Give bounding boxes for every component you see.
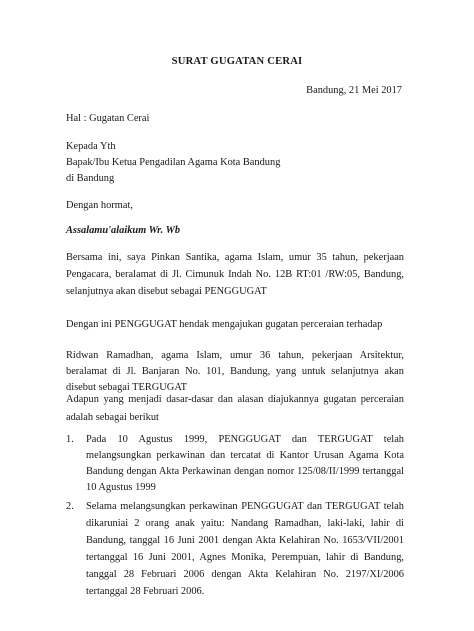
letter-subject: Hal : Gugatan Cerai <box>66 113 150 124</box>
list-item <box>66 498 404 600</box>
grounds-list <box>66 432 404 602</box>
defendant-paragraph: Ridwan Ramadhan, agama Islam, umur 36 tahun, pekerjaan Arsitektur, beralamat di Jl. Banjaran No. 101, Bandung, yang untuk selanjutnya akan disebut sebagai TERGUGAT <box>66 350 404 393</box>
list-item <box>66 432 404 496</box>
recipient-line-1: Kepada Yth <box>66 141 116 152</box>
recipient-line-2: Bapak/Ibu Ketua Pengadilan Agama Kota Bandung <box>66 157 281 168</box>
intent-paragraph: Dengan ini PENGGUGAT hendak mengajukan gugatan perceraian terhadap <box>66 319 383 330</box>
plaintiff-paragraph: Bersama ini, saya Pinkan Santika, agama Islam, umur 35 tahun, pekerjaan Pengacara, beralamat di Jl. Cimunuk Indah No. 12B RT:01 /RW:05, Bandung, selanjutnya akan disebut sebagai PENGGUGAT <box>66 252 404 297</box>
salutation: Dengan hormat, <box>66 200 133 211</box>
recipient-block <box>66 140 404 185</box>
letter-date: Bandung, 21 Mei 2017 <box>306 85 402 96</box>
list-item-text: Pada 10 Agustus 1999, PENGGUGAT dan TERGUGAT telah melangsungkan perkawinan dan tercatat di Kantor Urusan Agama Kota Bandung dengan Akta Perkawinan dengan nomor 125/08/II/1999 tertanggal 10 Agustus 1999 <box>86 434 404 493</box>
letter-title: SURAT GUGATAN CERAI <box>171 56 303 67</box>
recipient-line-3: di Bandung <box>66 173 115 184</box>
greeting: Assalamu'alaikum Wr. Wb <box>66 225 181 236</box>
list-item-number: 2. <box>66 501 74 512</box>
grounds-intro: Adapun yang menjadi dasar-dasar dan alasan diajukannya gugatan perceraian adalah sebagai berikut <box>66 394 404 423</box>
list-item-number: 1. <box>66 434 74 445</box>
list-item-text: Selama melangsungkan perkawinan PENGGUGAT dan TERGUGAT telah dikaruniai 2 orang anak yaitu: Nandang Ramadhan, laki-laki, lahir di Bandung, tanggal 16 Juni 2001 dengan Akta Kelahiran No. 1653/VII/2001 tertanggal 16 Juni 2001, Agnes Monika, Perempuan, lahir di Bandung, tanggal 28 Februari 2006 dengan Akta Kelahiran No. 2197/XI/2006 tertanggal 28 Februari 2006. <box>86 501 404 597</box>
